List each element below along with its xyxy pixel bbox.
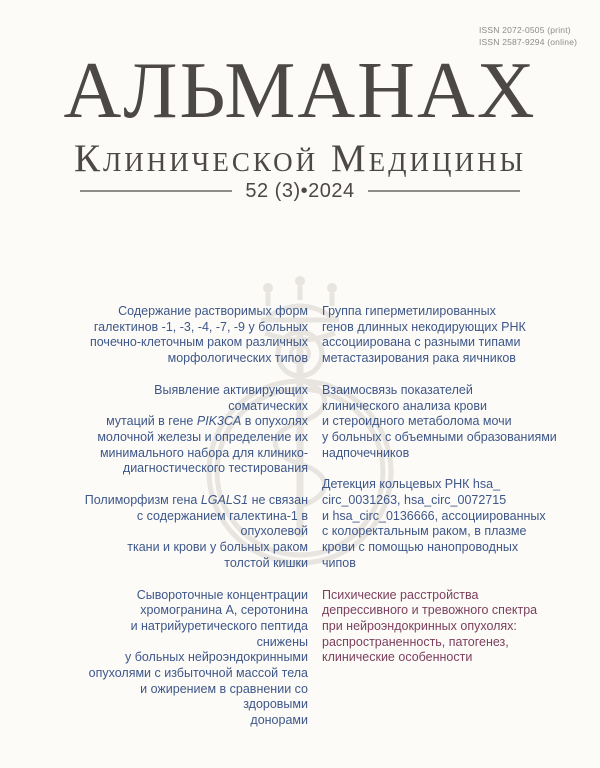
toc-article-chromogranin: Сывороточные концентрации хромогранина А, серотонина и натрийуретического пептида снижены у больных нейроэндокринными опухолями с избыточной массой тела и ожирением в сравнении со здоровыми донорами: [88, 587, 308, 728]
issue-number: 52 (3)•2024: [245, 180, 355, 202]
issn-block: [479, 25, 577, 48]
toc-article-lncrna: Группа гиперметилированных генов длинных некодирующих РНК ассоциирована с разными типами метастазирования рака яичников: [322, 304, 526, 366]
toc-article-steroid-metabolome: Взаимосвязь показателей клинического анализа крови и стероидного метаболома мочи у больных с объемными образованиями надпочечников: [322, 382, 557, 460]
toc-article-psychiatric: Психические расстройства депрессивного и тревожного спектра при нейроэндокринных опухолях: распространенность, патогенез, клинические особенности: [322, 587, 538, 665]
toc-article-pik3ca: Выявление активирующих соматических мутаций в гене PIK3CA в опухолях молочной железы и определение их минимального набора для клинико- диагностического тестирования: [97, 382, 308, 476]
toc-article-lgals1: Полиморфизм гена LGALS1 не связан с содержанием галектина-1 в опухолевой ткани и крови у больных раком толстой кишки: [84, 493, 308, 570]
journal-title: АЛЬМАНАХ: [63, 47, 537, 135]
toc-left-column: [84, 304, 308, 729]
issn-print: ISSN 2072-0505 (print): [479, 25, 571, 35]
rule-left: [80, 190, 232, 191]
toc-article-galectins: Содержание растворимых форм галектинов -1, -3, -4, -7, -9 у больных почечно-клеточным раком различных морфологических типов: [89, 304, 308, 366]
issue-row: [80, 179, 520, 203]
rule-right: [368, 190, 520, 191]
issn-online: ISSN 2587-9294 (online): [479, 36, 578, 47]
toc-right-column: [322, 304, 562, 666]
journal-subtitle: Клинической Медицины: [73, 137, 527, 180]
toc-article-circrna: Детекция кольцевых РНК hsa_ circ_0031263, hsa_circ_0072715 и hsa_circ_0136666, ассоциированных с колоректальным раком, в плазме крови с помощью нанопроводных чипов: [322, 477, 546, 570]
